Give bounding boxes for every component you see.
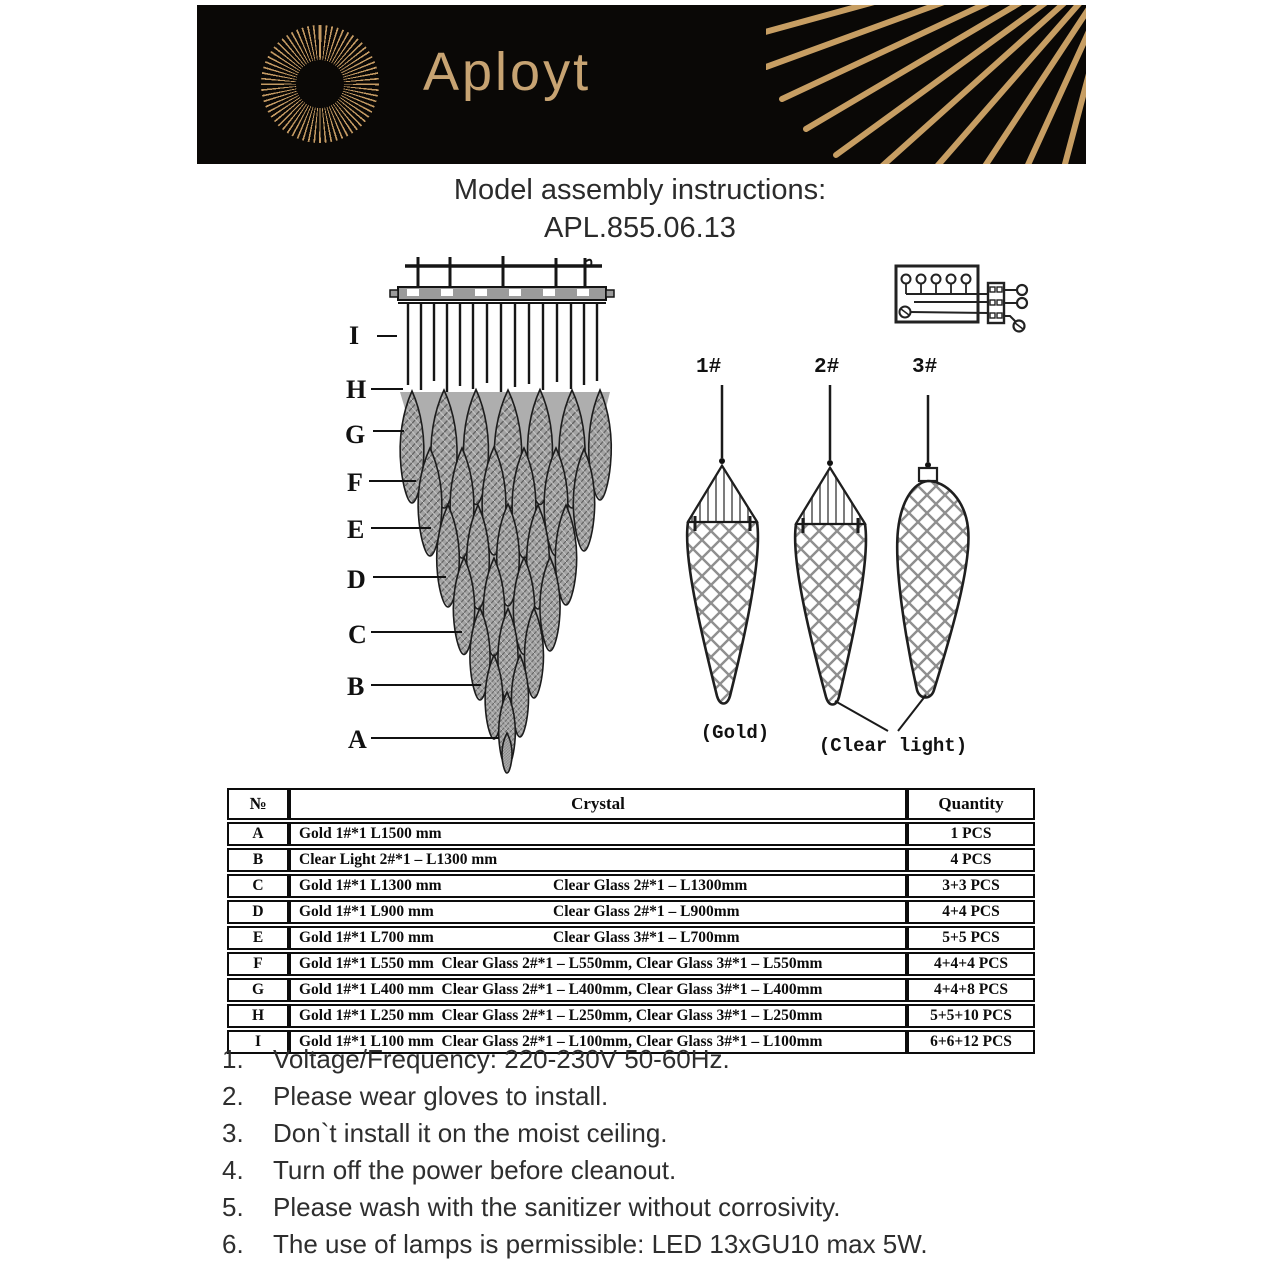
item-number: 1.: [222, 1044, 244, 1074]
table-header-row: [227, 788, 1035, 820]
item-number: 5.: [222, 1192, 244, 1222]
parts-table: [227, 786, 1035, 1056]
item-number: 6.: [222, 1229, 244, 1259]
clear-light-caption: (Clear light): [818, 735, 968, 757]
item-number: 3.: [222, 1118, 244, 1148]
table-row: [227, 952, 1035, 976]
crystal-spec: Gold 1#*1 L700 mm: [299, 929, 434, 946]
row-quantity: 3+3 PCS: [907, 874, 1035, 898]
hanging-rods: [408, 303, 597, 392]
level-label-H: H: [346, 375, 367, 404]
instruction-item: [222, 1226, 928, 1263]
col-header-no: №: [227, 788, 289, 820]
table-row: [227, 926, 1035, 950]
col-header-quantity: Quantity: [907, 788, 1035, 820]
row-crystal: [289, 822, 907, 846]
row-no: F: [227, 952, 289, 976]
row-no: I: [227, 1030, 289, 1054]
crystal-spec: Gold 1#*1 L1500 mm: [299, 825, 442, 842]
brand-banner: [197, 5, 1086, 164]
row-crystal: [289, 874, 907, 898]
pendant-1-label: 1#: [696, 356, 722, 379]
instruction-item: [222, 1189, 928, 1226]
pendant-1-gold: [687, 356, 769, 744]
instruction-item: [222, 1078, 928, 1115]
row-crystal: [289, 926, 907, 950]
item-number: 4.: [222, 1155, 244, 1185]
instruction-item: [222, 1152, 928, 1189]
item-text: Voltage/Frequency: 220-230V 50-60Hz.: [273, 1044, 730, 1074]
page-title: Model assembly instructions:: [453, 174, 827, 206]
crystal-spec: Gold 1#*1 L100 mm Clear Glass 2#*1 – L100mm, Clear Glass 3#*1 – L100mm: [299, 1033, 823, 1050]
row-crystal: [289, 900, 907, 924]
row-quantity: 4 PCS: [907, 848, 1035, 872]
crystal-spec: Gold 1#*1 L250 mm Clear Glass 2#*1 – L250mm, Clear Glass 3#*1 – L250mm: [299, 1007, 823, 1024]
crystal-spec: Clear Light 2#*1 – L1300 mm: [299, 851, 498, 868]
row-quantity: 4+4 PCS: [907, 900, 1035, 924]
pendant-3-label: 3#: [912, 356, 938, 379]
level-label-A: A: [348, 725, 367, 754]
table-row: [227, 874, 1035, 898]
instruction-list: [222, 1041, 928, 1263]
gold-caption: (Gold): [700, 722, 770, 744]
row-crystal: [289, 1004, 907, 1028]
crystal-cascade: [400, 390, 611, 774]
item-text: The use of lamps is permissible: LED 13xGU10 max 5W.: [273, 1229, 928, 1259]
row-quantity: 4+4+8 PCS: [907, 978, 1035, 1002]
crystal-spec: Gold 1#*1 L1300 mm: [299, 877, 442, 894]
level-label-B: B: [347, 672, 365, 701]
row-quantity: 5+5 PCS: [907, 926, 1035, 950]
level-label-F: F: [347, 468, 363, 497]
row-crystal: [289, 978, 907, 1002]
crystal-spec: Gold 1#*1 L900 mm: [299, 903, 434, 920]
row-quantity: 1 PCS: [907, 822, 1035, 846]
row-no: E: [227, 926, 289, 950]
level-label-G: G: [345, 420, 366, 449]
row-crystal: [289, 952, 907, 976]
row-no: A: [227, 822, 289, 846]
table-row: [227, 978, 1035, 1002]
banner-rays-decoration: [766, 5, 1086, 164]
level-label-C: C: [348, 620, 367, 649]
level-label-E: E: [347, 515, 365, 544]
row-no: H: [227, 1004, 289, 1028]
crystal-spec-2: Clear Glass 3#*1 – L700mm: [553, 929, 740, 946]
table-row: [227, 848, 1035, 872]
row-crystal: [289, 848, 907, 872]
item-text: Please wear gloves to install.: [273, 1081, 609, 1111]
level-label-D: D: [347, 565, 366, 594]
instruction-item: [222, 1115, 928, 1152]
crystal-spec: Gold 1#*1 L400 mm Clear Glass 2#*1 – L400mm, Clear Glass 3#*1 – L400mm: [299, 981, 823, 998]
title-block: [0, 174, 1280, 245]
item-text: Please wash with the sanitizer without corrosivity.: [273, 1192, 841, 1222]
row-no: C: [227, 874, 289, 898]
item-text: Don`t install it on the moist ceiling.: [273, 1118, 668, 1148]
row-no: B: [227, 848, 289, 872]
row-quantity: 5+5+10 PCS: [907, 1004, 1035, 1028]
crystal-spec-2: Clear Glass 2#*1 – L1300mm: [553, 877, 748, 894]
sunburst-logo-icon: [261, 25, 379, 143]
row-quantity: 4+4+4 PCS: [907, 952, 1035, 976]
level-label-I: I: [349, 321, 360, 350]
crystal-spec: Gold 1#*1 L550 mm Clear Glass 2#*1 – L550mm, Clear Glass 3#*1 – L550mm: [299, 955, 823, 972]
table-row: [227, 1004, 1035, 1028]
pendant-2-label: 2#: [814, 356, 840, 379]
item-number: 2.: [222, 1081, 244, 1111]
chandelier-diagram: [0, 250, 1280, 790]
col-header-crystal: Crystal: [289, 788, 907, 820]
ceiling-mount: [390, 256, 614, 303]
model-number: APL.855.06.13: [544, 212, 736, 244]
crystal-spec-2: Clear Glass 2#*1 – L900mm: [553, 903, 740, 920]
row-quantity: 6+6+12 PCS: [907, 1030, 1035, 1054]
row-no: G: [227, 978, 289, 1002]
pendant-2-clear: [795, 356, 888, 731]
table-row: [227, 822, 1035, 846]
table-row: [227, 900, 1035, 924]
instruction-item: [222, 1041, 928, 1078]
item-text: Turn off the power before cleanout.: [273, 1155, 677, 1185]
wiring-diagram: [896, 266, 1027, 332]
row-no: D: [227, 900, 289, 924]
brand-name: Aployt: [423, 42, 592, 102]
